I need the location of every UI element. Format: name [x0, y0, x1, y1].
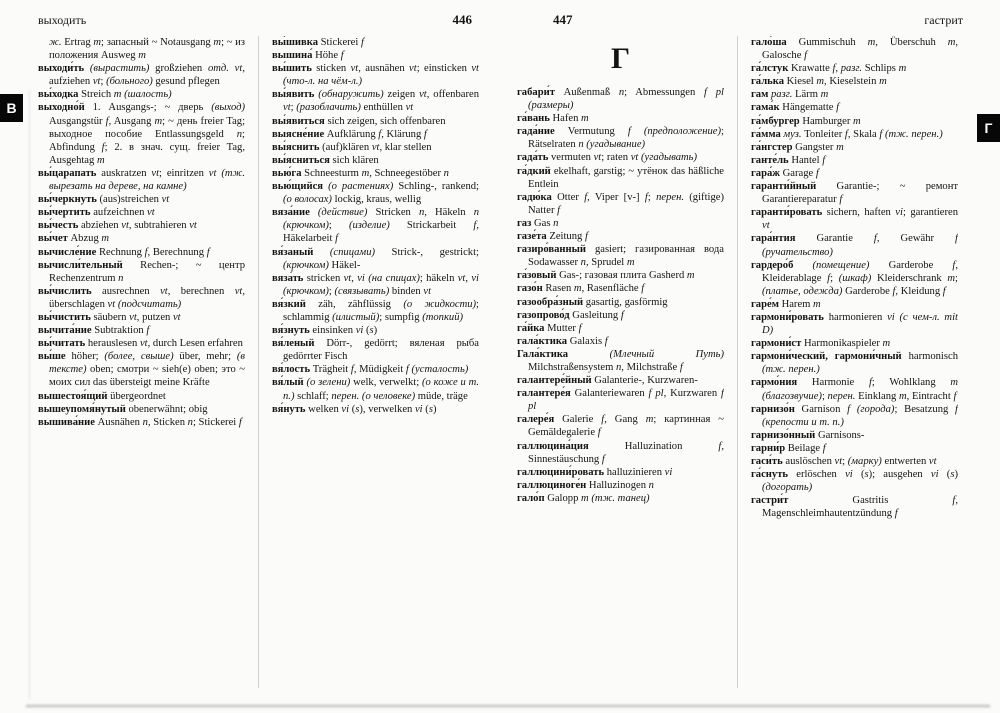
dictionary-entry: гарнизо́н Garnison f (города); Besatzung f (крепости и т. п.): [751, 403, 958, 428]
headword: вы́чет: [38, 233, 68, 245]
column-1: [38, 36, 245, 688]
headword: вышива́ние: [38, 416, 95, 428]
dictionary-entry: гармони́ровать harmonieren vi (с чем-л. mit D): [751, 311, 958, 337]
headword: вя́леный: [272, 338, 315, 350]
headword: газ: [517, 217, 532, 229]
dictionary-entry: гарни́р Beilage f: [751, 442, 826, 454]
guide-word-right: гастрит: [924, 13, 963, 27]
dictionary-entry: гада́ние Vermutung f (предположение); Rätselraten n (угадывание): [517, 126, 724, 151]
dictionary-entry: ганте́ль Hantel f: [751, 154, 826, 166]
dictionary-entry: вью́щийся (о растениях) Schling-, rankend; (о волосах) lockig, kraus, wellig: [272, 181, 479, 206]
page-left: [38, 12, 486, 688]
dictionary-entry: вы́явить (обнаружить) zeigen vt, offenbaren vt; (разоблачить) enthüllen vt: [272, 89, 479, 114]
headword: гаре́м: [751, 298, 779, 310]
headword: гало́ша: [751, 37, 787, 48]
headword: выясне́ние: [272, 128, 325, 140]
headword: гадю́ка: [517, 191, 552, 203]
headword: вышина́: [272, 50, 313, 62]
dictionary-entry: гастри́т Gastritis f, Magenschleimhautentzündung f: [751, 495, 958, 520]
headword: гада́ть: [517, 152, 549, 164]
dictionary-entry: вы́царапать auskratzen vt; einritzen vt (тж. вырезать на дереве, на камне): [38, 167, 245, 193]
dictionary-entry: вышеупомя́нутый obenerwähnt; obig: [38, 403, 208, 415]
headword: вы́чертить: [38, 207, 91, 219]
headword: выходи́ть: [38, 63, 85, 75]
dictionary-entry: гармо́ния Harmonie f; Wohlklang m (благозвучие); перен. Einklang m, Eintracht f: [751, 377, 958, 402]
headword: гарни́р: [751, 442, 786, 454]
dictionary-entry: галлюцини́ровать halluzinieren vi: [517, 466, 673, 478]
headword: гармони́ровать: [751, 311, 824, 323]
headword: гаси́ть: [751, 456, 783, 467]
headword: газообра́зный: [517, 296, 584, 308]
headword: гармо́ния: [751, 377, 798, 389]
dictionary-entry: гаре́м Harem m: [751, 298, 821, 310]
dictionary-entry: вы́честь abziehen vt, subtrahieren vt: [38, 220, 197, 232]
dictionary-entry: вышива́ние Ausnähen n, Sticken n; Stickerei f: [38, 416, 242, 428]
dictionary-entry: газе́та Zeitung f: [517, 231, 588, 243]
dictionary-entry: вы́шивка Stickerei f: [272, 37, 364, 48]
headword: гам: [751, 89, 769, 101]
headword: га́вань: [517, 113, 550, 125]
page-header-left: [38, 12, 486, 28]
dictionary-entry: галере́я Galerie f, Gang m; картинная ~ Gemäldegalerie f: [517, 414, 724, 439]
headword: вычита́ние: [38, 325, 92, 337]
dictionary-entry: гало́п Galopp m (тж. танец): [517, 492, 650, 504]
section-letter: Г: [610, 42, 631, 75]
headword: вышестоя́щий: [38, 390, 108, 402]
dictionary-entry: гардеро́б (помещение) Garderobe f, Kleiderablage f; (шкаф) Kleiderschrank m; (платье, одежда) Garderobe f, Kleidung f: [751, 259, 958, 297]
headword: вы́числить: [38, 285, 92, 297]
page-number-left: 446: [452, 12, 472, 27]
headword: вяза́ть: [272, 272, 304, 284]
dictionary-entry: вяза́ние (действие) Stricken n, Häkeln n (крючком); (изделие) Strickarbeit f, Häkelarbeit f: [272, 207, 479, 245]
dictionary-entry: выходи́ть (вырастить) großziehen отд. vt, aufziehen vt; (больного) gesund pflegen: [38, 63, 245, 88]
headword: гаранти́ровать: [751, 207, 823, 219]
headword: га́лстук: [751, 63, 789, 75]
dictionary-entry: вя́зкий zäh, zähflüssig (о жидкости); schlammig (илистый); sumpfig (топкий): [272, 298, 479, 323]
dictionary-entry: вы́черкнуть (aus)streichen vt: [38, 194, 170, 206]
headword: выходно́й: [38, 102, 85, 114]
dictionary-entry: гала́ктика Galaxis f: [517, 335, 608, 347]
headword: вы́яснить: [272, 141, 320, 153]
headword: вя́лость: [272, 364, 311, 376]
dictionary-entry: гара́нтия Garantie f, Gewähr f (ручательство): [751, 233, 958, 258]
dictionary-entry: га́зовый Gas-; газовая плита Gasherd m: [517, 270, 695, 282]
headword: вы́ше: [38, 351, 66, 363]
column-4: [737, 36, 958, 688]
dictionary-entry: габари́т Außenmaß n; Abmessungen f pl (размеры): [517, 87, 724, 112]
headword: Гала́ктика: [517, 348, 569, 360]
headword: газиро́ванный: [517, 244, 586, 256]
headword: газопрово́д: [517, 309, 570, 321]
dictionary-entry: га́снуть erlöschen vi (s); ausgehen vi (s) (догорать): [751, 469, 958, 494]
dictionary-entry: гам разг. Lärm m: [751, 89, 829, 101]
dictionary-entry: вы́яснить (auf)klären vt, klar stellen: [272, 141, 432, 153]
page-number-right: 447: [553, 12, 573, 27]
dictionary-entry: вышестоя́щий übergeordnet: [38, 390, 166, 402]
headword: вя́нуть: [272, 403, 306, 415]
dictionary-entry: газиро́ванный gasiert; газированная вода Sodawasser n, Sprudel m: [517, 244, 724, 269]
dictionary-entry: газопрово́д Gasleitung f: [517, 309, 624, 321]
dictionary-entry: га́мбургер Hamburger m: [751, 115, 861, 127]
dictionary-entry: гара́ж Garage f: [751, 167, 819, 179]
headword: га́дкий: [517, 165, 551, 177]
headword: гара́нтия: [751, 233, 796, 245]
dictionary-entry: вы́чертить aufzeichnen vt: [38, 207, 155, 219]
headword: гардеро́б: [751, 259, 794, 271]
headword: вяза́ние: [272, 207, 310, 219]
dictionary-entry: гада́ть vermuten vt; raten vt (угадывать): [517, 152, 698, 164]
headword: гама́к: [751, 102, 780, 114]
dictionary-entry: выясне́ние Aufklärung f, Klärung f: [272, 128, 427, 140]
headword: галере́я: [517, 414, 555, 426]
dictionary-entry: Гала́ктика (Млечный Путь) Milchstraßensystem n, Milchstraße f: [517, 348, 724, 373]
dictionary-entry: ж. Ertrag m; запасный ~ Notausgang m; ~ из положения Ausweg m: [49, 37, 245, 62]
headword: вы́царапать: [38, 167, 97, 179]
headword: газе́та: [517, 231, 547, 243]
dictionary-entry: вя́заный (спицами) Strick-, gestrickt; (крючком) Häkel-: [272, 246, 479, 271]
headword: вы́явиться: [272, 115, 325, 127]
headword: вы́шивка: [272, 37, 319, 48]
headword: га́мма: [751, 128, 781, 140]
page-right: [517, 12, 963, 688]
headword: вы́ясниться: [272, 154, 330, 166]
headword: габари́т: [517, 87, 555, 98]
headword: вью́га: [272, 167, 302, 179]
headword: вя́знуть: [272, 325, 310, 337]
dictionary-entry: вы́чет Abzug m: [38, 233, 110, 245]
page-edge-shadow-bottom: [26, 705, 990, 707]
dictionary-entry: вя́лость Trägheit f, Müdigkeit f (усталость): [272, 364, 469, 376]
column-3: [517, 36, 724, 688]
dictionary-entry: вышина́ Höhe f: [272, 50, 344, 62]
dictionary-entry: вы́ходка Streich m (шалость): [38, 89, 172, 101]
headword: га́йка: [517, 322, 545, 334]
headword: галантере́я: [517, 388, 571, 400]
headword: вы́читать: [38, 338, 86, 350]
dictionary-entry: вы́шить sticken vt, ausnähen vt; einsticken vt (что-л. на чём-л.): [272, 63, 479, 88]
dictionary-entry: вы́читать herauslesen vt, durch Lesen erfahren: [38, 338, 243, 350]
columns-left-page: [38, 36, 486, 688]
headword: га́зовый: [517, 270, 557, 282]
headword: галлюциноге́н: [517, 479, 587, 491]
headword: галлюцини́ровать: [517, 466, 605, 478]
dictionary-entry: галлюциноге́н Halluzinogen n: [517, 479, 654, 491]
headword: гаранти́йный: [751, 181, 817, 193]
headword: гарнизо́н: [751, 403, 795, 415]
dictionary-entry: гадю́ка Otter f, Viper [v-] f; перен. (giftige) Natter f: [517, 191, 724, 216]
headword: вычисле́ние: [38, 246, 97, 258]
headword: вью́щийся: [272, 181, 324, 193]
dictionary-entry: вычита́ние Subtraktion f: [38, 325, 150, 337]
columns-right-page: [517, 36, 963, 688]
headword: вы́явить: [272, 89, 315, 101]
thumb-index-tab-v: В: [0, 94, 23, 122]
headword: вя́зкий: [272, 298, 306, 310]
dictionary-entry: галантере́я Galanteriewaren f pl, Kurzwaren f pl: [517, 388, 724, 413]
dictionary-entry: гаси́ть auslöschen vt; (марку) entwerten vt: [751, 456, 937, 467]
dictionary-entry: вью́га Schneesturm m, Schneegestöber n: [272, 167, 449, 179]
headword: вы́честь: [38, 220, 79, 232]
headword: вы́чистить: [38, 311, 91, 323]
dictionary-entry: газ Gas n: [517, 217, 559, 229]
dictionary-entry: гаранти́ровать sichern, haften vi; garantieren vt: [751, 207, 958, 232]
dictionary-entry: вя́леный Dörr-, gedörrt; вяленая рыба gedörrter Fisch: [272, 338, 479, 363]
headword: га́лька: [751, 76, 784, 88]
dictionary-entry: выходно́й 1. Ausgangs-; ~ дверь (выход) Ausgangstür f, Ausgang m; ~ день freier Tag; выходное пособие Entlassungsgeld n; Abfindung f; 2. в знач. сущ. freier Tag, Ausgehtag m: [38, 102, 245, 166]
dictionary-entry: вычисле́ние Rechnung f, Berechnung f: [38, 246, 210, 258]
dictionary-entry: вы́ше höher; (более, свыше) über, mehr; (в тексте) oben; смотри ~ sieh(e) oben; это ~ моих сил das übersteigt meine Kräfte: [38, 351, 245, 389]
headword: галлюцина́ция: [517, 440, 589, 452]
dictionary-entry: гармони́ст Harmonikaspieler m: [751, 338, 891, 350]
page-edge-shadow-left: [29, 90, 30, 699]
dictionary-entry: га́лька Kiesel m, Kieselstein m: [751, 76, 887, 88]
dictionary-entry: га́лстук Krawatte f, разг. Schlips m: [751, 63, 907, 75]
dictionary-entry: вя́нуть welken vi (s), verwelken vi (s): [272, 403, 437, 415]
dictionary-entry: га́дкий ekelhaft, garstig; ~ утёнок das häßliche Entlein: [517, 165, 724, 190]
headword: вы́шить: [272, 63, 312, 75]
headword: галантере́йный: [517, 375, 592, 387]
guide-word-left: выходить: [38, 13, 87, 27]
dictionary-entry: гармони́ческий, гармони́чный harmonisch (тж. перен.): [751, 351, 958, 376]
dictionary-entry: вычисли́тельный Rechen-; ~ центр Rechenzentrum n: [38, 259, 245, 284]
headword: вя́лый: [272, 377, 304, 389]
dictionary-entry: вы́числить ausrechnen vt, berechnen vt, überschlagen vt (подсчитать): [38, 285, 245, 310]
headword: га́мбургер: [751, 115, 800, 127]
headword: га́снуть: [751, 469, 789, 481]
dictionary-entry: га́мма муз. Tonleiter f, Skala f (тж. перен.): [751, 128, 943, 140]
headword: вы́черкнуть: [38, 194, 97, 206]
dictionary-entry: гарнизо́нный Garnisons-: [751, 429, 865, 441]
dictionary-entry: вя́лый (о зелени) welk, verwelkt; (о коже и т. п.) schlaff; перен. (о человеке) müde, träge: [272, 377, 479, 402]
headword: гастри́т: [751, 495, 789, 507]
headword: гада́ние: [517, 126, 555, 138]
headword: вы́ходка: [38, 89, 79, 101]
column-2: [258, 36, 479, 688]
headword: гармони́ст: [751, 338, 802, 350]
dictionary-entry: вы́явиться sich zeigen, sich offenbaren: [272, 115, 446, 127]
headword: гара́ж: [751, 167, 780, 179]
dictionary-entry: галлюцина́ция Halluzination f, Sinnestäuschung f: [517, 440, 724, 465]
headword: гармони́ческий, гармони́чный: [751, 351, 902, 363]
dictionary-entry: га́вань Hafen m: [517, 113, 589, 125]
dictionary-entry: га́йка Mutter f: [517, 322, 582, 334]
dictionary-entry: гама́к Hängematte f: [751, 102, 840, 114]
dictionary-entry: газообра́зный gasartig, gasförmig: [517, 296, 668, 308]
headword: гало́п: [517, 492, 545, 504]
headword: вя́заный: [272, 246, 314, 258]
headword: га́нгстер: [751, 141, 793, 153]
thumb-index-tab-g: Г: [977, 114, 1000, 142]
dictionary-entry: газо́н Rasen m, Rasenfläche f: [517, 283, 645, 295]
dictionary-entry: вы́чистить säubern vt, putzen vt: [38, 311, 181, 323]
dictionary-entry: галантере́йный Galanterie-, Kurzwaren-: [517, 375, 698, 387]
dictionary-entry: вя́знуть einsinken vi (s): [272, 325, 378, 337]
headword: ганте́ль: [751, 154, 789, 166]
headword: гала́ктика: [517, 335, 568, 347]
dictionary-entry: вы́ясниться sich klären: [272, 154, 379, 166]
headword: вычисли́тельный: [38, 259, 123, 271]
dictionary-entry: вяза́ть stricken vt, vi (на спицах); häkeln vt, vi (крючком); (связывать) binden vt: [272, 272, 479, 297]
headword: газо́н: [517, 283, 543, 295]
dictionary-entry: га́нгстер Gangster m: [751, 141, 844, 153]
dictionary-entry: гало́ша Gummischuh m, Überschuh m, Galosche f: [751, 37, 958, 62]
headword: вышеупомя́нутый: [38, 403, 126, 415]
headword: гарнизо́нный: [751, 429, 816, 441]
dictionary-entry: гаранти́йный Garantie-; ~ ремонт Garantiereparatur f: [751, 181, 958, 206]
page-header-right: [517, 12, 963, 28]
